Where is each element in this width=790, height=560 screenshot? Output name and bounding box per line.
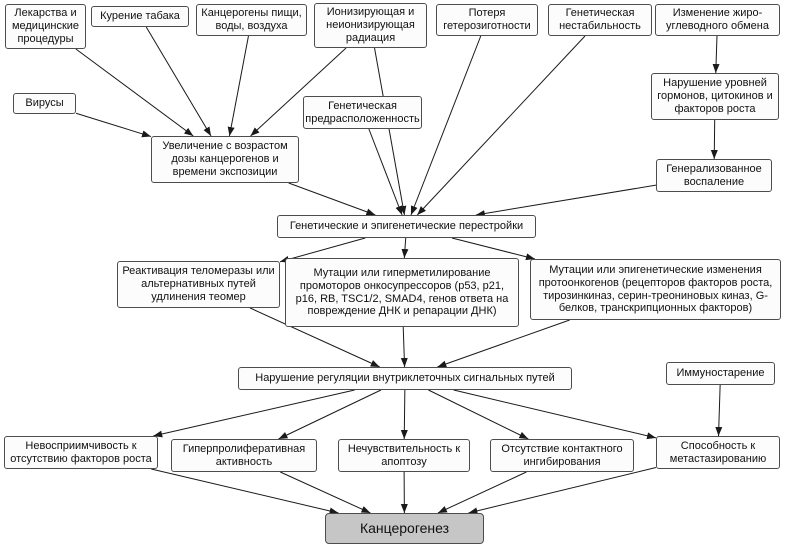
node-hormone-cytokine-disruption — [651, 73, 779, 120]
arrow-metabolism-to-hormones — [716, 36, 717, 73]
node-viruses — [13, 93, 76, 114]
node-carcinogen-dose-increase — [151, 136, 299, 183]
arrow-contact-to-carcinogenesis — [438, 472, 526, 513]
node-growth-factor-insensitivity — [4, 436, 158, 469]
node-label: Вирусы — [25, 97, 64, 110]
node-label: Увеличение с возрастом дозы канцерогенов и времени экспозиции — [162, 140, 288, 178]
node-oncosuppressor-mutations — [285, 258, 519, 327]
arrow-smoking-to-dose — [146, 27, 211, 136]
node-generalized-inflammation — [656, 159, 772, 192]
arrow-immuno-to-metastasis — [719, 385, 721, 436]
node-genetic-epigenetic-rearrangements — [277, 215, 536, 238]
arrow-growth-to-carcinogenesis — [151, 469, 338, 513]
node-label: Ионизирующая и неионизирующая радиация — [326, 6, 415, 44]
node-genetic-predisposition — [303, 96, 422, 129]
node-label: Генетическая нестабильность — [559, 7, 641, 32]
node-label: Генетические и эпигенетические перестройки — [289, 220, 524, 233]
arrow-suppressors-to-signaling — [403, 327, 404, 367]
node-immunosenescence — [666, 362, 775, 385]
arrow-drugs-to-dose — [76, 49, 193, 136]
arrow-food-to-dose — [229, 36, 248, 136]
arrow-rearrangements-to-oncogenes — [452, 238, 535, 259]
node-radiation — [314, 3, 427, 48]
node-label: Изменение жиро-углеводного обмена — [665, 7, 769, 32]
arrow-viruses-to-dose — [76, 113, 151, 136]
node-hyperproliferative-activity — [171, 439, 317, 472]
node-protooncogene-mutations — [530, 259, 781, 320]
node-label: Канцерогенез — [359, 520, 450, 537]
node-label: Невосприимчивость к отсутствию факторов роста — [10, 439, 152, 465]
arrow-signaling-to-contact — [428, 390, 528, 439]
node-label: Генетическая предрасположенность — [305, 99, 420, 125]
arrow-signaling-to-apoptosis — [404, 390, 405, 439]
arrow-oncogenes-to-signaling — [437, 320, 569, 367]
node-label: Лекарства и медицинские процедуры — [11, 7, 80, 45]
node-tobacco-smoking — [91, 6, 189, 27]
node-apoptosis-insensitivity — [338, 439, 470, 472]
node-signaling-dysregulation — [238, 367, 572, 390]
node-carcinogenesis — [325, 513, 484, 544]
node-label: Мутации или эпигенетические изменения протоонкогенов (рецепторов факторов роста, тирозинкиназ, серин-треониновых киназ, G-белков, транскрипционных факторов) — [538, 264, 773, 315]
node-genetic-instability — [548, 4, 652, 36]
arrow-metastasis-to-carcinogenesis — [468, 468, 656, 513]
node-label: Реактивация теломеразы или альтернативных путей удлинения теомер — [122, 265, 275, 303]
node-metastatic-ability — [656, 436, 780, 469]
arrow-signaling-to-metastasis — [454, 390, 656, 438]
node-loss-of-contact-inhibition — [490, 439, 634, 472]
node-label: Канцерогены пищи, воды, воздуха — [201, 7, 302, 32]
node-label: Способность к метастазированию — [669, 439, 767, 465]
node-label: Генерализованное воспаление — [666, 162, 762, 188]
arrow-signaling-to-hyper — [279, 390, 381, 439]
node-label: Курение табака — [100, 10, 180, 23]
arrow-radiation-to-rearrangements — [375, 48, 405, 215]
node-label: Мутации или гиперметилирование промоторов онкосупрессоров (p53, p21, p16, RB, TSC1/2, SMAD4, генов ответа на повреждение ДНК и репарации ДНК) — [295, 267, 509, 318]
node-label: Нарушение уровней гормонов, цитокинов и факторов роста — [657, 77, 773, 115]
arrow-dose-to-rearrangements — [289, 183, 376, 215]
node-label: Нарушение регуляции внутриклеточных сигнальных путей — [255, 372, 555, 385]
arrow-hyper-to-carcinogenesis — [280, 472, 370, 513]
arrow-signaling-to-growth — [153, 390, 354, 436]
node-drugs — [5, 4, 86, 49]
node-fat-carbohydrate-metabolism — [655, 4, 780, 36]
arrow-rearrangements-to-suppressors — [404, 238, 405, 258]
node-label: Отсутствие контактного ингибирования — [501, 442, 623, 468]
node-label: Потеря гетерозиготности — [443, 7, 531, 32]
node-food-water-air-carcinogens — [196, 4, 307, 36]
arrow-inflammation-to-rearrangements — [476, 185, 656, 215]
node-label: Гиперпролиферативная активность — [182, 442, 306, 468]
node-label: Иммуностарение — [676, 367, 765, 380]
node-telomerase-reactivation — [117, 261, 280, 308]
node-label: Нечувствительность к апоптозу — [347, 442, 461, 468]
node-loss-of-heterozygosity — [436, 4, 538, 36]
arrow-instability-to-rearrangements — [417, 36, 585, 215]
